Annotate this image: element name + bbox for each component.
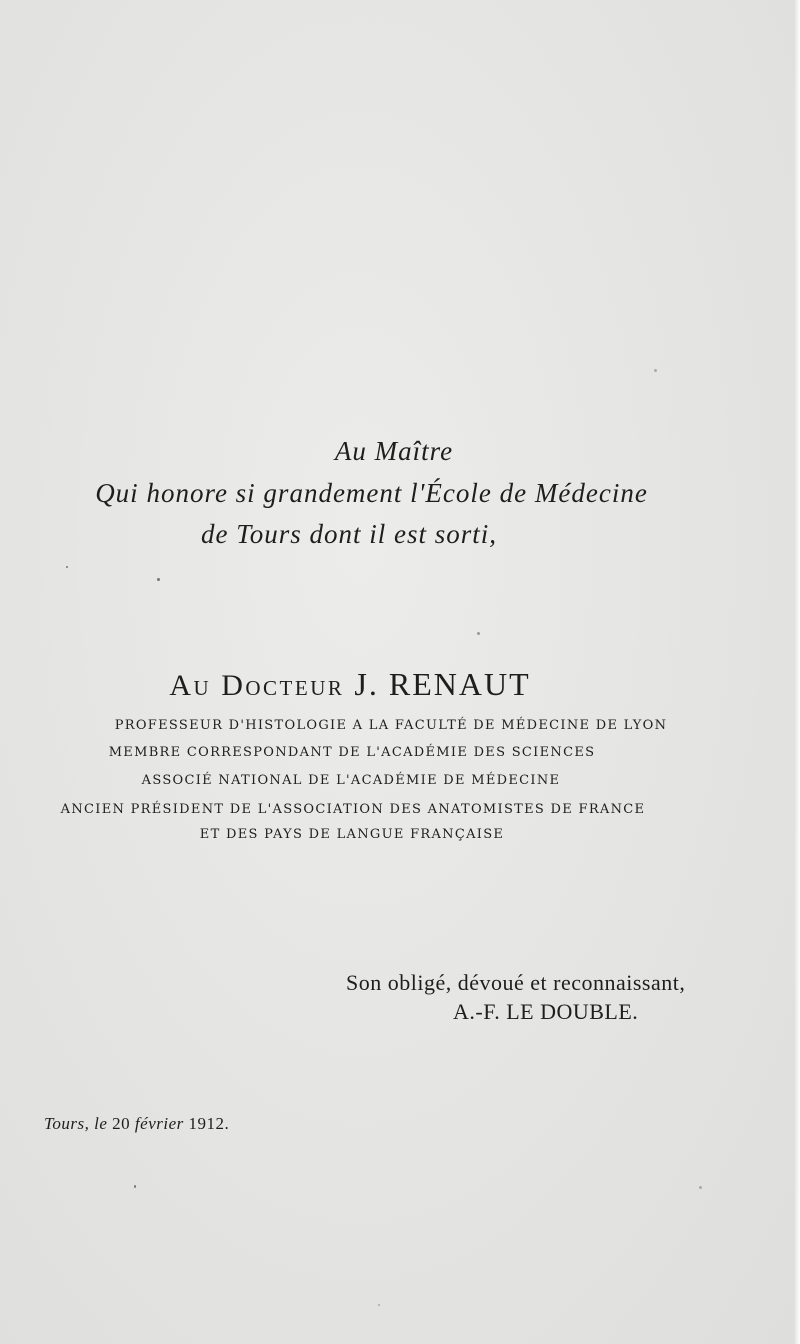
title-line-1: PROFESSEUR D'HISTOLOGIE A LA FACULTÉ DE MÉDECINE DE LYON — [114, 718, 668, 733]
title-line-4: ANCIEN PRÉSIDENT DE L'ASSOCIATION DES ANATOMISTES DE FRANCE — [60, 802, 646, 817]
print-speck — [134, 1185, 136, 1188]
signature-closing: Son obligé, dévoué et reconnaissant, — [346, 970, 686, 995]
print-speck — [66, 566, 68, 568]
print-speck — [157, 578, 160, 581]
dateline-month: février — [134, 1114, 184, 1133]
page-edge — [794, 0, 800, 1344]
dateline-day: 20 — [112, 1114, 131, 1133]
title-line-5: ET DES PAYS DE LANGUE FRANÇAISE — [199, 827, 505, 842]
title-line-2: MEMBRE CORRESPONDANT DE L'ACADÉMIE DES SCIENCES — [108, 745, 596, 760]
dateline-place: Tours, — [44, 1114, 90, 1133]
print-speck — [378, 1304, 380, 1306]
title-line-3: ASSOCIÉ NATIONAL DE L'ACADÉMIE DE MÉDECINE — [141, 773, 561, 788]
print-speck — [477, 632, 480, 635]
dedication-line-1: Au Maître — [334, 436, 454, 466]
dateline — [44, 1114, 229, 1134]
dedication-line-2: Qui honore si grandement l'École de Médecine — [95, 478, 648, 508]
dateline-year: 1912. — [188, 1114, 230, 1133]
print-speck — [699, 1186, 702, 1189]
dedication-line-3: de Tours dont il est sorti, — [200, 519, 498, 549]
signature-name: A.-F. LE DOUBLE. — [453, 999, 639, 1024]
dateline-le: le — [94, 1114, 108, 1133]
addressee-prefix: Au Docteur — [169, 669, 345, 702]
addressee-name: J. RENAUT — [354, 666, 531, 702]
print-speck — [654, 369, 657, 372]
addressee-heading — [0, 666, 750, 703]
